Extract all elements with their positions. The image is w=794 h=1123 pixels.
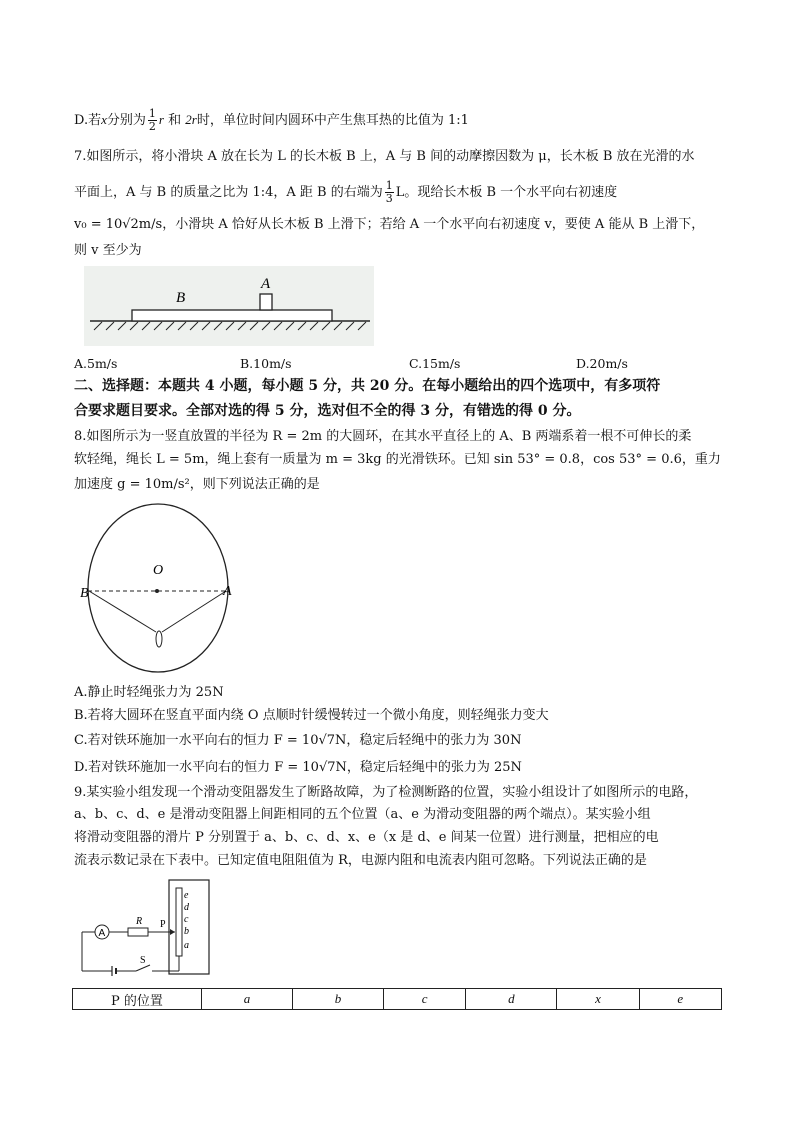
- q7-line-2: [74, 180, 617, 205]
- q7-fraction: [385, 180, 394, 205]
- q7-line-4: 则 v 至少为: [74, 243, 142, 258]
- q6-optd-post: 时，单位时间内圆环中产生焦耳热的比值为 1:1: [196, 113, 469, 128]
- label-a: A: [223, 584, 232, 599]
- label-a: A: [261, 276, 271, 292]
- q9-line-3: 将滑动变阻器的滑片 P 分别置于 a、b、c、d、x、e（x 是 d、e 间某一位置）进行测量，把相应的电: [74, 830, 659, 845]
- label-o: O: [153, 563, 164, 578]
- q8-line-2: 软轻绳，绳长 L = 5m，绳上套有一质量为 m = 3kg 的光滑铁环。已知 sin 53° = 0.8，cos 53° = 0.6，重力: [74, 452, 721, 467]
- q7-line2-post: L。现给长木板 B 一个水平向右初速度: [395, 185, 618, 200]
- q9-line-4: 流表示数记录在下表中。已知定值电阻阻值为 R，电源内阻和电流表内阻可忽略。下列说法正确的是: [74, 853, 647, 868]
- q8-line-3: 加速度 g = 10m/s²，则下列说法正确的是: [74, 477, 320, 492]
- q9-circuit-figure: [78, 876, 218, 980]
- q8-option-b: B.若将大圆环在竖直平面内绕 O 点顺时针缓慢转过一个微小角度，则轻绳张力变大: [74, 708, 549, 723]
- position-a: a: [184, 940, 189, 951]
- ammeter-label: A: [98, 928, 106, 939]
- q9-position-table: [72, 988, 722, 1010]
- fraction-denominator: 2: [148, 120, 156, 133]
- resistor-r: [128, 928, 148, 936]
- q6-optd-2r: 2r: [185, 112, 197, 127]
- table-cell: a: [202, 989, 293, 1010]
- q8-option-a: A.静止时轻绳张力为 25N: [74, 685, 224, 700]
- q6-optd-pre: D.若: [74, 113, 102, 128]
- q8-option-d: D.若对铁环施加一水平向右的恒力 F = 10√7N，稳定后轻绳中的张力为 25N: [74, 760, 522, 775]
- rope-left: [89, 591, 156, 632]
- q9-line-1: 9.某实验小组发现一个滑动变阻器发生了断路故障，为了检测断路的位置，实验小组设计了如图所示的电路，: [74, 785, 698, 800]
- table-header-cell: P 的位置: [73, 989, 202, 1010]
- position-b: b: [184, 926, 189, 937]
- label-b: B: [176, 290, 186, 306]
- center-point: [155, 589, 159, 593]
- q7-line2-pre: 平面上，A 与 B 的质量之比为 1:4，A 距 B 的右端为: [74, 185, 383, 200]
- table-cell: d: [466, 989, 557, 1010]
- fraction-denominator: 3: [385, 192, 393, 205]
- board-b: [132, 310, 332, 321]
- q6-optd-x: x: [101, 112, 107, 127]
- rope-right: [162, 591, 226, 632]
- iron-ring: [156, 631, 162, 647]
- position-d: d: [184, 902, 189, 913]
- position-c: c: [184, 914, 189, 925]
- section-2-heading-line-1: 二、选择题：本题共 4 小题，每小题 5 分，共 20 分。在每小题给出的四个选项中，有多项符: [74, 378, 661, 394]
- switch-label: S: [140, 955, 146, 966]
- figure-background: [84, 266, 374, 346]
- q6-option-d: [74, 108, 469, 133]
- block-a: [260, 294, 272, 310]
- q7-option-c: C.15m/s: [409, 356, 461, 371]
- table-cell: e: [639, 989, 721, 1010]
- table-cell: x: [557, 989, 639, 1010]
- resistor-label: R: [136, 916, 143, 927]
- q9-line-2: a、b、c、d、e 是滑动变阻器上间距相同的五个位置（a、e 为滑动变阻器的两个端点）。某实验小组: [74, 807, 651, 822]
- table-cell: c: [384, 989, 466, 1010]
- q6-optd-r: r: [158, 112, 164, 127]
- rheostat-frame: [169, 880, 209, 974]
- fraction-numerator: 1: [148, 107, 156, 120]
- q7-option-d: D.20m/s: [576, 356, 628, 371]
- rheostat-coil: [176, 888, 182, 956]
- q6-optd-mid1: 分别为: [106, 113, 146, 128]
- table-row: [73, 989, 722, 1010]
- q8-figure: [76, 502, 246, 682]
- q8-line-1: 8.如图所示为一竖直放置的半径为 R = 2m 的大圆环，在其水平直径上的 A、B 两端系着一根不可伸长的柔: [74, 429, 692, 444]
- q7-line-1: 7.如图所示，将小滑块 A 放在长为 L 的长木板 B 上，A 与 B 间的动摩擦因数为 μ，长木板 B 放在光滑的水: [74, 149, 695, 164]
- section-2-heading-line-2: 合要求题目要求。全部对选的得 5 分，选对但不全的得 3 分，有错选的得 0 分。: [74, 403, 581, 419]
- q6-optd-fraction: [148, 108, 157, 133]
- q6-optd-mid2: 和: [168, 113, 182, 128]
- q7-option-a: A.5m/s: [74, 356, 118, 371]
- q7-line-3: v₀ = 10√2m/s，小滑块 A 恰好从长木板 B 上滑下；若给 A 一个水平向右初速度 v，要使 A 能从 B 上滑下，: [74, 217, 705, 232]
- slider-label: P: [160, 919, 166, 930]
- table-cell: b: [293, 989, 384, 1010]
- fraction-numerator: 1: [385, 179, 393, 192]
- q7-option-b: B.10m/s: [240, 356, 292, 371]
- label-b: B: [80, 586, 89, 601]
- q8-option-c: C.若对铁环施加一水平向右的恒力 F = 10√7N，稳定后轻绳中的张力为 30N: [74, 733, 522, 748]
- position-e: e: [184, 890, 189, 901]
- q7-figure: [84, 266, 374, 346]
- slider-arrow: [170, 929, 175, 935]
